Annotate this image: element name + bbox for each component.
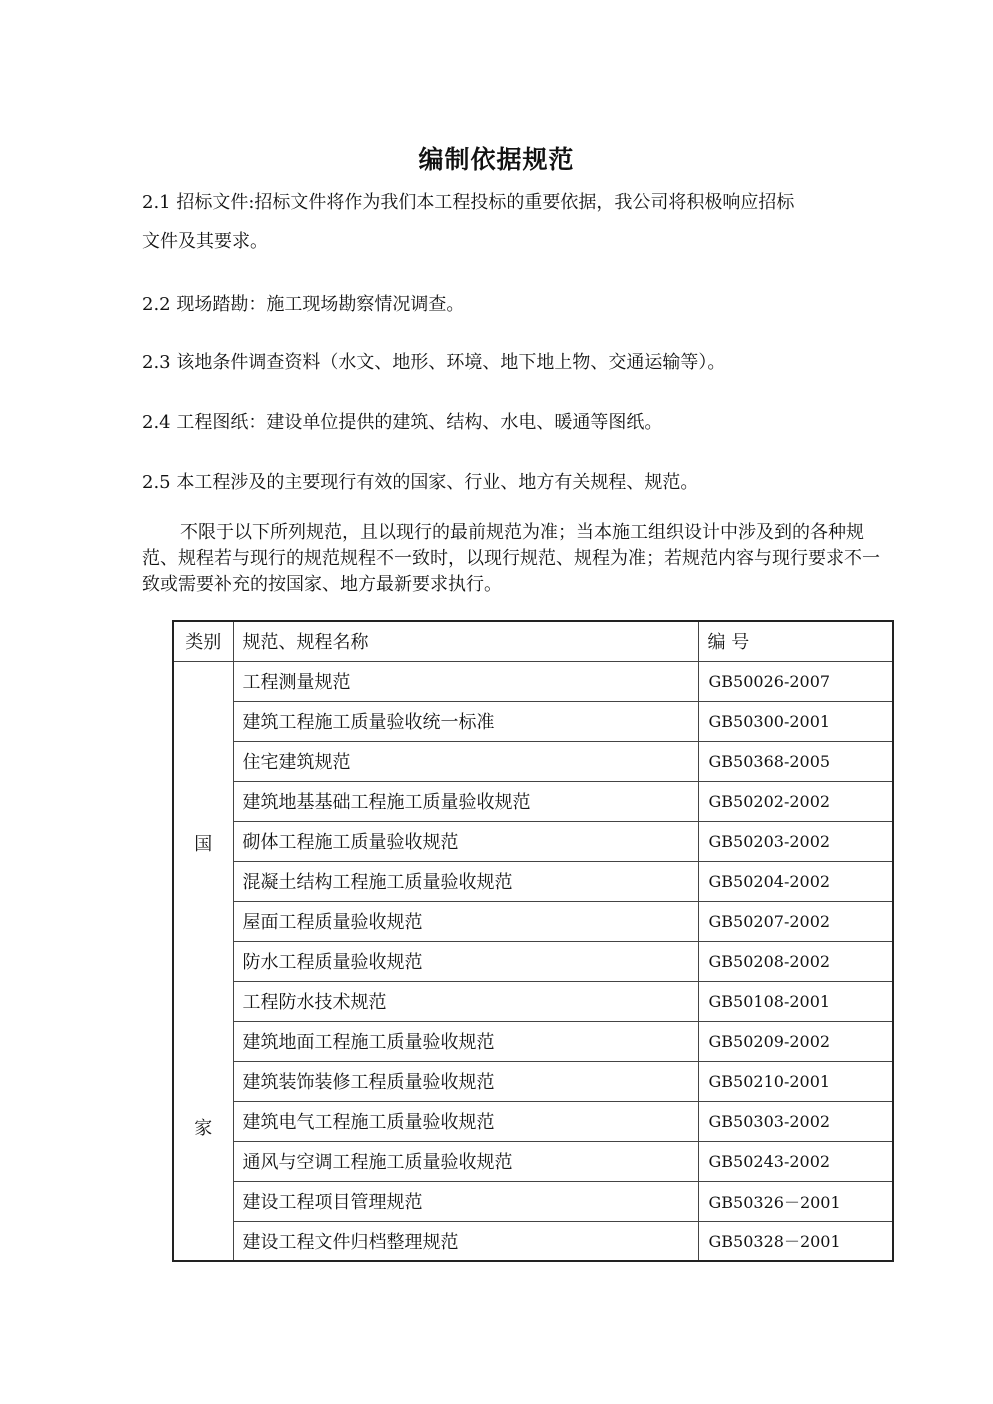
table-row bbox=[173, 1021, 893, 1061]
standard-code: GB50204-2002 bbox=[698, 861, 893, 901]
table-row bbox=[173, 1141, 893, 1181]
standard-name: 混凝土结构工程施工质量验收规范 bbox=[233, 861, 698, 901]
table-row bbox=[173, 981, 893, 1021]
scope-note: 不限于以下所列规范，且以现行的最前规范为准；当本施工组织设计中涉及到的各种规范、规程若与现行的规范规程不一致时，以现行规范、规程为准；若规范内容与现行要求不一致或需要补充的按国家、地方最新要求执行。 bbox=[142, 522, 880, 595]
standard-code: GB50026-2007 bbox=[698, 661, 893, 701]
table-row bbox=[173, 741, 893, 781]
table-row bbox=[173, 941, 893, 981]
table-row bbox=[173, 861, 893, 901]
standard-code: GB50202-2002 bbox=[698, 781, 893, 821]
header-code: 编 号 bbox=[698, 621, 893, 661]
standard-code: GB50208-2002 bbox=[698, 941, 893, 981]
table-row bbox=[173, 1221, 893, 1261]
table-header-row bbox=[173, 621, 893, 661]
standards-table-body bbox=[173, 621, 893, 1261]
standard-name: 屋面工程质量验收规范 bbox=[233, 901, 698, 941]
standard-code: GB50328－2001 bbox=[698, 1221, 893, 1261]
table-row bbox=[173, 1181, 893, 1221]
standard-name: 工程测量规范 bbox=[233, 661, 698, 701]
standard-code: GB50300-2001 bbox=[698, 701, 893, 741]
standard-code: GB50203-2002 bbox=[698, 821, 893, 861]
standard-name: 建筑装饰装修工程质量验收规范 bbox=[233, 1061, 698, 1101]
standard-name: 建设工程文件归档整理规范 bbox=[233, 1221, 698, 1261]
standard-code: GB50209-2002 bbox=[698, 1021, 893, 1061]
table-row bbox=[173, 821, 893, 861]
table-row bbox=[173, 1061, 893, 1101]
standard-code: GB50303-2002 bbox=[698, 1101, 893, 1141]
standard-name: 建筑电气工程施工质量验收规范 bbox=[233, 1101, 698, 1141]
standard-name: 建筑地基基础工程施工质量验收规范 bbox=[233, 781, 698, 821]
standard-code: GB50368-2005 bbox=[698, 741, 893, 781]
standard-name: 砌体工程施工质量验收规范 bbox=[233, 821, 698, 861]
standard-name: 工程防水技术规范 bbox=[233, 981, 698, 1021]
table-row bbox=[173, 1101, 893, 1141]
table-row bbox=[173, 781, 893, 821]
table-row bbox=[173, 701, 893, 741]
standard-name: 住宅建筑规范 bbox=[233, 741, 698, 781]
standard-code: GB50243-2002 bbox=[698, 1141, 893, 1181]
standard-code: GB50108-2001 bbox=[698, 981, 893, 1021]
paragraph-2-3: 2.3 该地条件调查资料（水文、地形、环境、地下地上物、交通运输等）。 bbox=[142, 352, 726, 373]
paragraph-2-1-line2: 文件及其要求。 bbox=[142, 231, 268, 252]
standard-name: 建筑工程施工质量验收统一标准 bbox=[233, 701, 698, 741]
standard-name: 防水工程质量验收规范 bbox=[233, 941, 698, 981]
header-name: 规范、规程名称 bbox=[233, 621, 698, 661]
category-cell bbox=[173, 661, 233, 1261]
standards-table bbox=[172, 620, 894, 1262]
paragraph-2-2: 2.2 现场踏勘：施工现场勘察情况调查。 bbox=[142, 294, 465, 315]
paragraph-2-1-line1: 2.1 招标文件:招标文件将作为我们本工程投标的重要依据，我公司将积极响应招标 bbox=[142, 192, 795, 213]
category-char-1: 国 bbox=[194, 833, 213, 855]
standard-name: 通风与空调工程施工质量验收规范 bbox=[233, 1141, 698, 1181]
standard-code: GB50326－2001 bbox=[698, 1181, 893, 1221]
document-title: 编制依据规范 bbox=[418, 145, 575, 174]
standard-name: 建设工程项目管理规范 bbox=[233, 1181, 698, 1221]
standard-name: 建筑地面工程施工质量验收规范 bbox=[233, 1021, 698, 1061]
category-char-2: 家 bbox=[194, 1117, 213, 1139]
header-category: 类别 bbox=[173, 621, 233, 661]
standards-table-container bbox=[172, 620, 892, 1262]
table-row bbox=[173, 901, 893, 941]
paragraph-2-5: 2.5 本工程涉及的主要现行有效的国家、行业、地方有关规程、规范。 bbox=[142, 472, 699, 493]
table-row bbox=[173, 661, 893, 701]
paragraph-2-4: 2.4 工程图纸：建设单位提供的建筑、结构、水电、暖通等图纸。 bbox=[142, 412, 663, 433]
standard-code: GB50207-2002 bbox=[698, 901, 893, 941]
standard-code: GB50210-2001 bbox=[698, 1061, 893, 1101]
paragraph-2-1 bbox=[142, 183, 794, 261]
